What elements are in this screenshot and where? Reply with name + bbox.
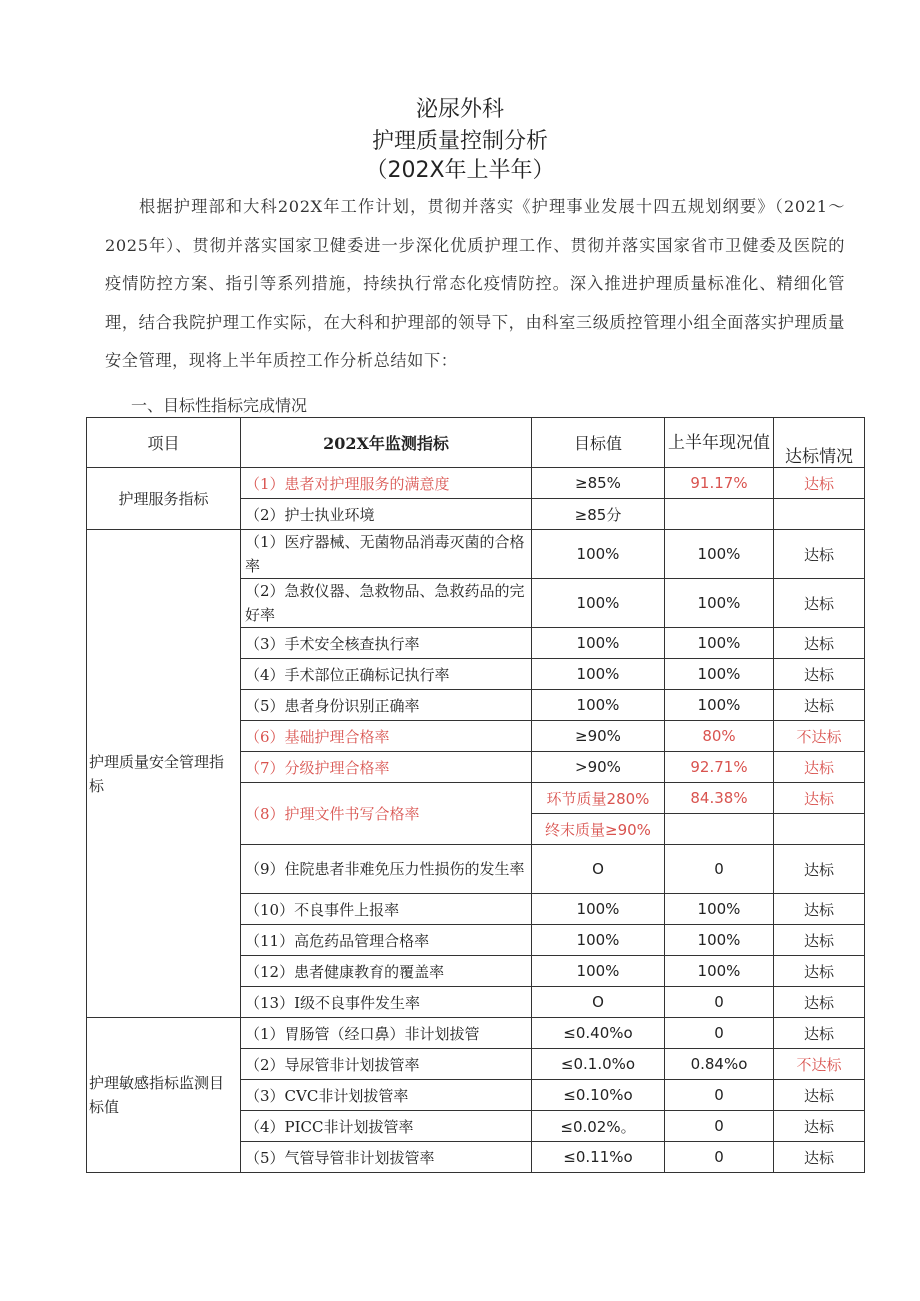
intro-text: 根据护理部和大科202X年工作计划，贯彻并落实《护理事业发展十四五规划纲要》（2021～2025年）、贯彻并落实国家卫健委进一步深化优质护理工作、贯彻并落实国家省市卫健委及医院的疫情防控方案、指引等系列措施，持续执行常态化疫情防控。深入推进护理质量标准化、精细化管理，结合我院护理工作实际，在大科和护理部的领导下，由科室三级质控管理小组全面落实护理质量安全管理，现将上半年质控工作分析总结如下： [105, 197, 845, 370]
actual-cell: 0 [665, 1080, 774, 1111]
status-cell: 达标 [774, 530, 865, 579]
status-cell: 达标 [774, 783, 865, 814]
status-cell: 达标 [774, 925, 865, 956]
target-cell: 环节质量280% [532, 783, 665, 814]
indicator-cell: （5）患者身份识别正确率 [241, 690, 532, 721]
actual-cell: 84.38% [665, 783, 774, 814]
group-name: 护理服务指标 [87, 468, 241, 530]
status-cell: 达标 [774, 1018, 865, 1049]
actual-cell: 100% [665, 925, 774, 956]
header-status: 达标情况 [774, 418, 865, 468]
actual-cell: 0.84%o [665, 1049, 774, 1080]
status-cell: 达标 [774, 1111, 865, 1142]
status-cell: 达标 [774, 659, 865, 690]
status-cell: 不达标 [774, 721, 865, 752]
intro-paragraph [105, 188, 845, 381]
status-cell: 达标 [774, 894, 865, 925]
status-cell: 达标 [774, 752, 865, 783]
target-cell: ≤0.40%o [532, 1018, 665, 1049]
target-cell: ≤0.1.0%o [532, 1049, 665, 1080]
indicator-cell: （6）基础护理合格率 [241, 721, 532, 752]
title-department: 泌尿外科 [415, 97, 504, 122]
target-cell: O [532, 987, 665, 1018]
target-cell-secondary: 终末质量≥90% [532, 814, 665, 845]
actual-cell: 100% [665, 530, 774, 579]
target-cell: 100% [532, 956, 665, 987]
target-cell: ≥85% [532, 468, 665, 499]
indicator-cell: （9）住院患者非难免压力性损伤的发生率 [241, 845, 532, 894]
indicator-cell: （3）CVC非计划拔管率 [241, 1080, 532, 1111]
indicator-cell: （1）医疗器械、无菌物品消毒灭菌的合格率 [241, 530, 532, 579]
actual-cell: 0 [665, 1018, 774, 1049]
header-target: 目标值 [532, 418, 665, 468]
target-cell: 100% [532, 894, 665, 925]
indicator-cell: （8）护理文件书写合格率 [241, 783, 532, 845]
group-name: 护理质量安全管理指标 [87, 530, 241, 1018]
indicator-table [86, 417, 865, 1173]
target-cell: ≥90% [532, 721, 665, 752]
indicator-cell: （5）气管导管非计划拔管率 [241, 1142, 532, 1173]
actual-cell: 100% [665, 579, 774, 628]
header-indicator: 202X年监测指标 [241, 418, 532, 468]
status-cell: 达标 [774, 628, 865, 659]
actual-cell: 100% [665, 659, 774, 690]
indicator-cell: （7）分级护理合格率 [241, 752, 532, 783]
target-cell: O [532, 845, 665, 894]
actual-cell: 100% [665, 956, 774, 987]
group-name: 护理敏感指标监测目标值 [87, 1018, 241, 1173]
indicator-cell: （4）手术部位正确标记执行率 [241, 659, 532, 690]
actual-cell: 0 [665, 845, 774, 894]
title-report: 护理质量控制分析 [371, 129, 548, 154]
actual-cell: 100% [665, 894, 774, 925]
status-cell: 达标 [774, 987, 865, 1018]
actual-cell: 0 [665, 1142, 774, 1173]
status-cell: 不达标 [774, 1049, 865, 1080]
status-cell: 达标 [774, 468, 865, 499]
target-cell: 100% [532, 579, 665, 628]
indicator-cell: （12）患者健康教育的覆盖率 [241, 956, 532, 987]
status-cell: 达标 [774, 845, 865, 894]
target-cell: ≤0.10%o [532, 1080, 665, 1111]
target-cell: 100% [532, 690, 665, 721]
header-item: 项目 [87, 418, 241, 468]
status-cell: 达标 [774, 579, 865, 628]
indicator-cell: （4）PICC非计划拔管率 [241, 1111, 532, 1142]
target-cell: 100% [532, 659, 665, 690]
target-cell: 100% [532, 628, 665, 659]
target-cell: 100% [532, 530, 665, 579]
target-cell: >90% [532, 752, 665, 783]
indicator-cell: （11）高危药品管理合格率 [241, 925, 532, 956]
status-cell: 达标 [774, 690, 865, 721]
indicator-cell: （1）患者对护理服务的满意度 [241, 468, 532, 499]
actual-cell-empty [665, 814, 774, 845]
actual-cell: 100% [665, 628, 774, 659]
actual-cell: 0 [665, 1111, 774, 1142]
title-period: （202X年上半年） [365, 158, 555, 183]
indicator-cell: （10）不良事件上报率 [241, 894, 532, 925]
indicator-cell: （2）急救仪器、急救物品、急救药品的完好率 [241, 579, 532, 628]
target-cell: ≤0.02%。 [532, 1111, 665, 1142]
status-cell [774, 499, 865, 530]
indicator-cell: （2）护士执业环境 [241, 499, 532, 530]
section-heading: 一、目标性指标完成情况 [131, 396, 308, 415]
actual-cell: 80% [665, 721, 774, 752]
actual-cell: 92.71% [665, 752, 774, 783]
actual-cell: 0 [665, 987, 774, 1018]
target-cell: 100% [532, 925, 665, 956]
status-cell: 达标 [774, 956, 865, 987]
actual-cell: 100% [665, 690, 774, 721]
actual-cell [665, 499, 774, 530]
indicator-cell: （2）导尿管非计划拔管率 [241, 1049, 532, 1080]
indicator-cell: （1）胃肠管（经口鼻）非计划拔管 [241, 1018, 532, 1049]
status-cell: 达标 [774, 1142, 865, 1173]
indicator-cell: （3）手术安全核查执行率 [241, 628, 532, 659]
status-cell: 达标 [774, 1080, 865, 1111]
target-cell: ≤0.11%o [532, 1142, 665, 1173]
actual-cell: 91.17% [665, 468, 774, 499]
header-actual: 上半年现况值 [665, 418, 774, 468]
indicator-cell: （13）I级不良事件发生率 [241, 987, 532, 1018]
status-cell-empty [774, 814, 865, 845]
target-cell: ≥85分 [532, 499, 665, 530]
